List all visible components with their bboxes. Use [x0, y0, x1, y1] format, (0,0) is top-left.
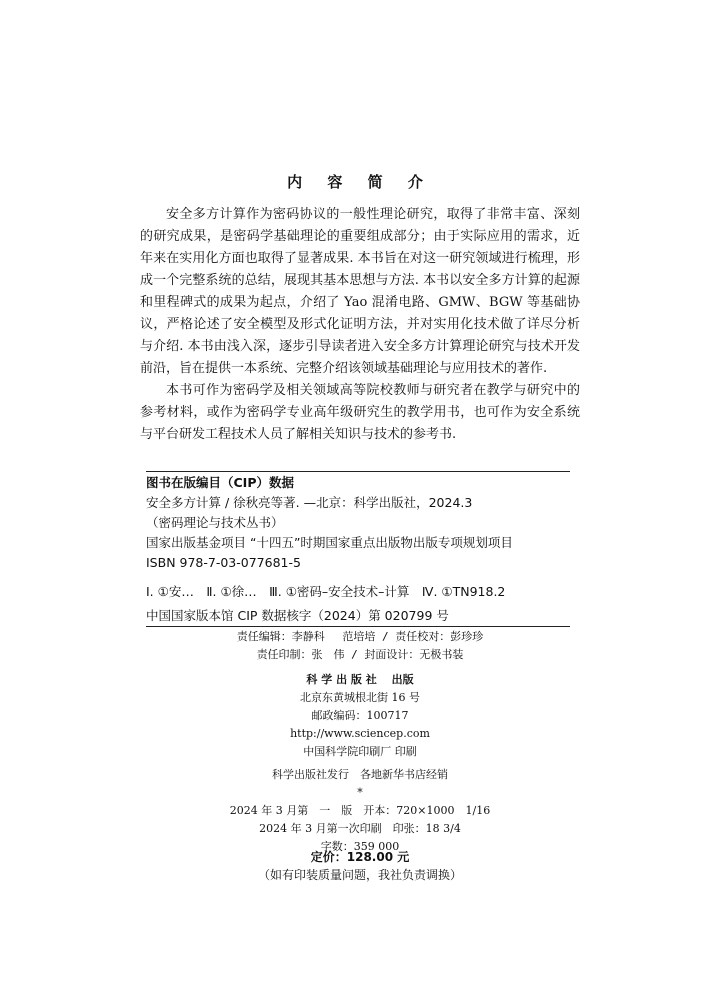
word-count: 字数：359 000	[320, 840, 400, 853]
cip-top-rule	[146, 471, 570, 472]
cip-bottom-rule	[146, 626, 570, 627]
imprint-block	[0, 671, 720, 856]
credits-line-1: 责任编辑：李静科 范培培 / 责任校对：彭珍珍	[236, 630, 484, 643]
publisher-url: http://www.sciencep.com	[290, 727, 430, 740]
cip-line-4: ISBN 978-7-03-077681-5	[146, 555, 301, 570]
abstract-paragraph-2: 本书可作为密码学及相关领域高等院校教师与研究者在教学与研究中的参考材料，或作为密码学专业高年级研究生的教学用书，也可作为安全系统与平台研发工程技术人员了解相关知识与技术的参考书.	[140, 383, 580, 442]
cip-line-3: 国家出版基金项目 “十四五”时期国家重点出版物出版专项规划项目	[146, 535, 513, 550]
printer: 中国科学院印刷厂 印刷	[303, 745, 417, 758]
cip-line-5: Ⅰ. ①安… Ⅱ. ①徐… Ⅲ. ①密码–安全技术–计算 Ⅳ. ①TN918.2	[146, 584, 506, 599]
printing-info: 2024 年 3 月第一次印刷 印张：18 3/4	[259, 822, 461, 835]
separator-star: *	[357, 786, 363, 799]
quality-notice: （如有印装质量问题，我社负责调换）	[257, 868, 462, 882]
edition-info: 2024 年 3 月第 一 版 开本：720×1000 1/16	[229, 804, 491, 817]
cip-heading: 图书在版编目（CIP）数据	[146, 475, 294, 490]
cip-line-2: （密码理论与技术丛书）	[146, 515, 284, 530]
publisher-logo-line: 科 学 出 版 社 出版	[306, 673, 414, 686]
cip-block	[146, 473, 566, 626]
abstract	[140, 204, 580, 446]
cip-line-6: 中国国家版本馆 CIP 数据核字（2024）第 020799 号	[146, 608, 449, 623]
publisher-address: 北京东黄城根北街 16 号	[300, 691, 420, 704]
price: 定价：128.00 元	[310, 850, 410, 864]
section-title: 内 容 简 介	[287, 173, 433, 191]
cip-line-1: 安全多方计算 / 徐秋亮等著. —北京：科学出版社，2024.3	[146, 495, 473, 510]
credits-line-2: 责任印制：张 伟 / 封面设计：无极书装	[256, 648, 464, 661]
publisher-postcode: 邮政编码：100717	[311, 709, 409, 722]
abstract-paragraph-1: 安全多方计算作为密码协议的一般性理论研究，取得了非常丰富、深刻的研究成果，是密码学基础理论的重要组成部分；由于实际应用的需求，近年来在实用化方面也取得了显著成果. 本书旨在对这一研究领域进行梳理，形成一个完整系统的总结，展现其基本思想与方法. 本书以安全多方计算的起源和里程碑式的成果为起点，介绍了 Yao 混淆电路、GMW、BGW 等基础协议，严格论述了安全模型及形式化证明方法，并对实用化技术做了详尽分析与介绍. 本书由浅入深，逐步引导读者进入安全多方计算理论研究与技术开发前沿，旨在提供一本系统、完整介绍该领域基础理论与应用技术的著作.	[140, 207, 580, 376]
distribution: 科学出版社发行 各地新华书店经销	[272, 768, 448, 781]
